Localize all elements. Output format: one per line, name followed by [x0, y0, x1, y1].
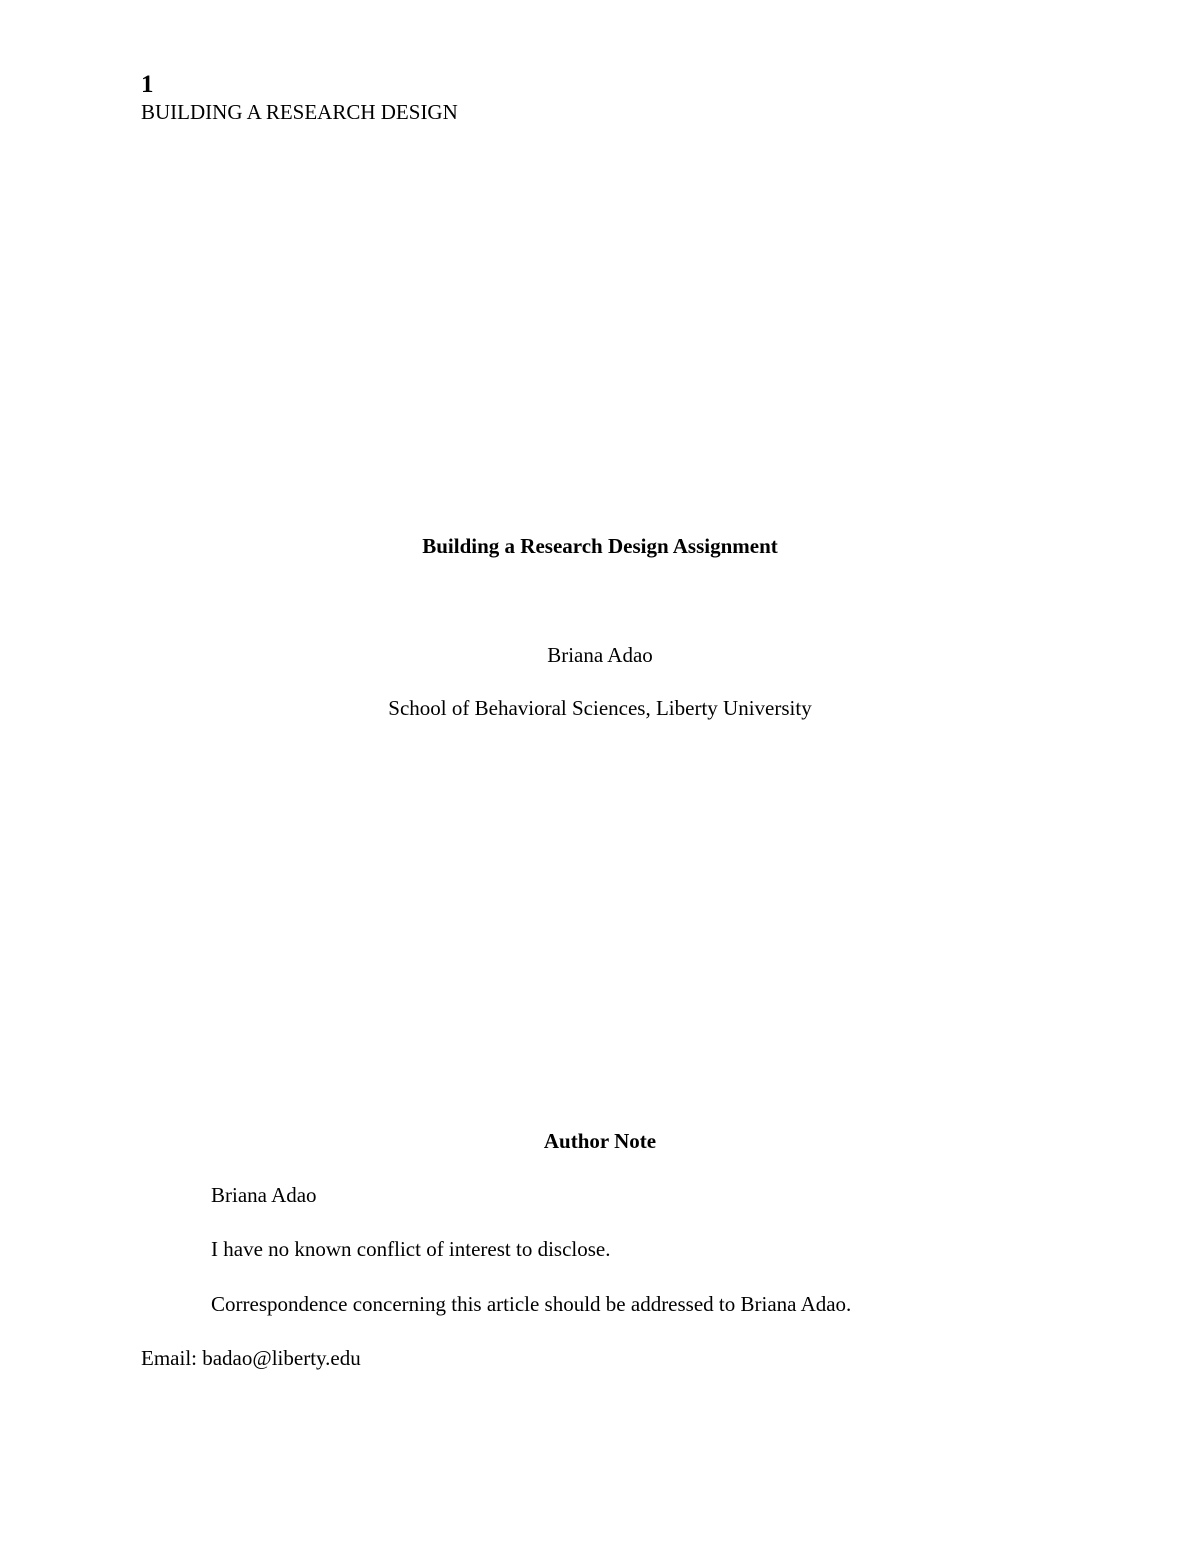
- author-note-author: Briana Adao: [211, 1183, 317, 1207]
- author-name: Briana Adao: [547, 643, 653, 667]
- correspondence-statement: Correspondence concerning this article should be addressed to Briana Adao.: [211, 1292, 852, 1316]
- author-affiliation: School of Behavioral Sciences, Liberty University: [388, 696, 812, 720]
- contact-email: Email: badao@liberty.edu: [141, 1346, 361, 1370]
- author-note-heading: Author Note: [543, 1129, 657, 1153]
- running-head: BUILDING A RESEARCH DESIGN: [141, 100, 458, 124]
- page-number: 1: [141, 71, 154, 98]
- paper-title: Building a Research Design Assignment: [422, 534, 778, 558]
- conflict-of-interest-statement: I have no known conflict of interest to disclose.: [211, 1237, 611, 1261]
